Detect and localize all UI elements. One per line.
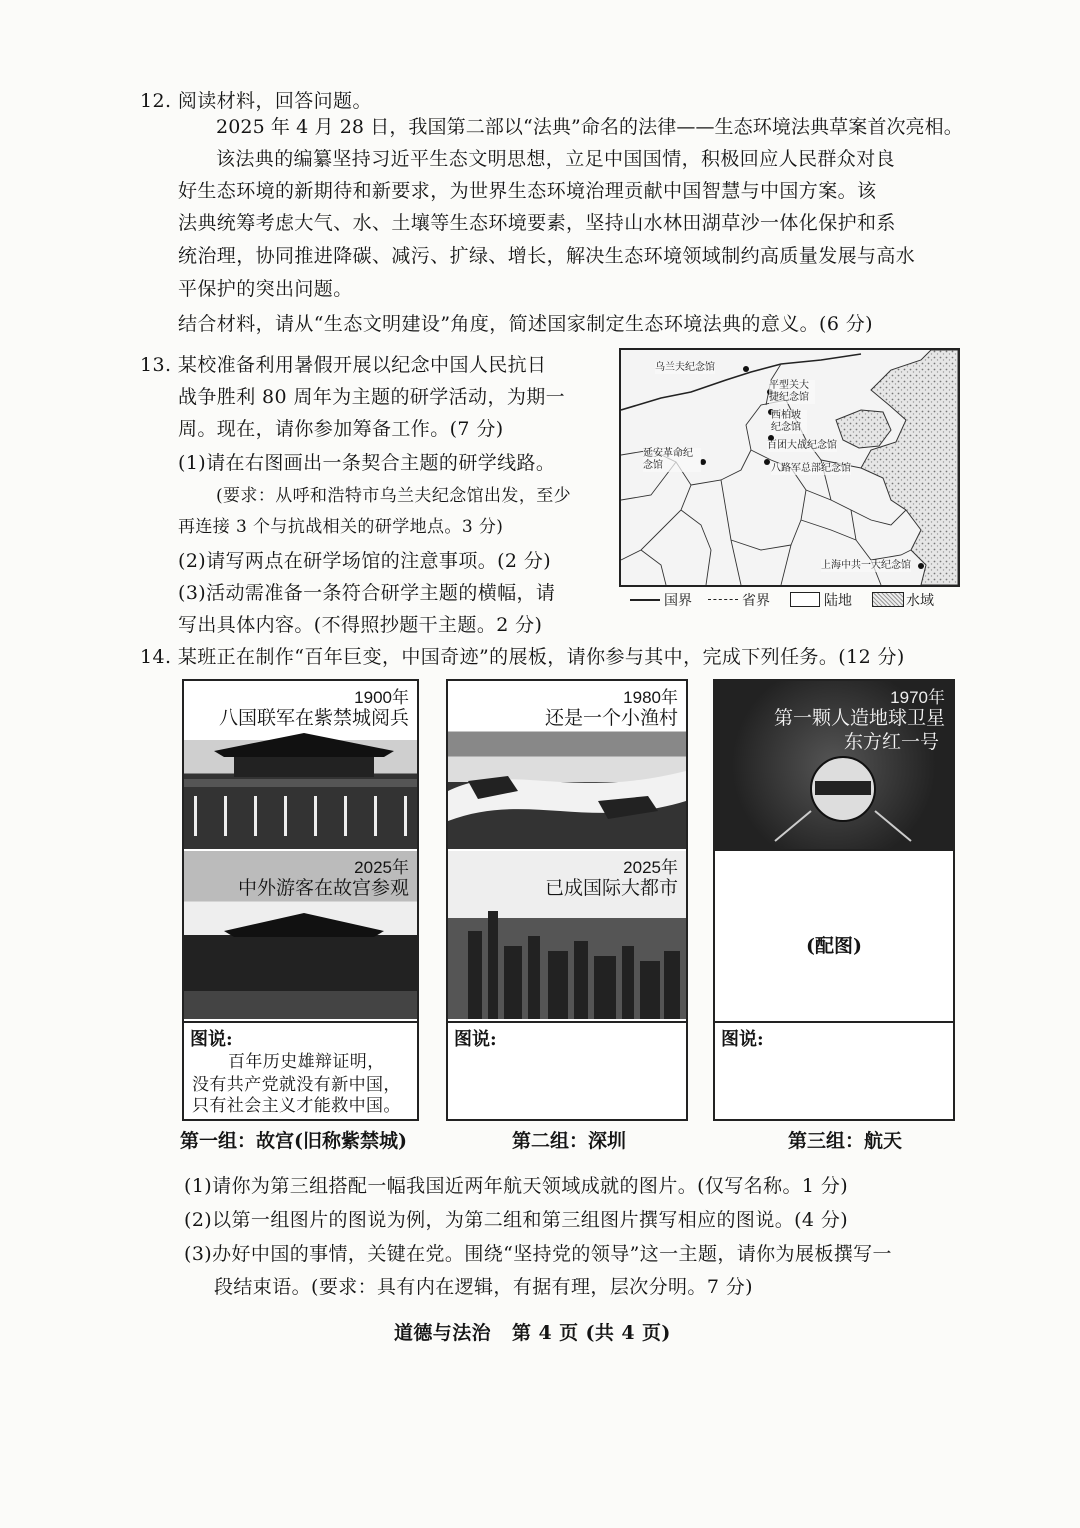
panel-group-1: [182, 679, 419, 1121]
photo-year: 1970年: [890, 688, 945, 707]
photo-1970-satellite: [715, 681, 953, 849]
panel-divider: [715, 1021, 953, 1023]
photo-caption: 八国联军在紫禁城阅兵: [218, 708, 409, 729]
legend-province-border-line: [708, 599, 738, 600]
photo-year: 1980年: [623, 688, 678, 707]
q12-paragraph-2-line: 该法典的编纂坚持习近平生态文明思想，立足中国国情，积极回应人民群众对良: [216, 148, 896, 170]
panel-divider: [184, 1021, 417, 1023]
photo-caption: 已成国际大都市: [544, 878, 678, 899]
q14-task: (1)请你为第三组搭配一幅我国近两年航天领域成就的图片。(仅写名称。1 分): [184, 1175, 849, 1197]
q13-line: 写出具体内容。(不得照抄题干主题。2 分): [178, 614, 543, 636]
group-2-label: 第二组：深圳: [512, 1130, 627, 1152]
caption-label: 图说:: [454, 1029, 497, 1050]
q14-title: 14. 某班正在制作“百年巨变，中国奇迹”的展板，请你参与其中，完成下列任务。(12 分): [140, 646, 905, 668]
caption-text: 只有社会主义才能救中国。: [192, 1096, 401, 1116]
caption-label: 图说:: [190, 1029, 233, 1050]
q14-task: (2)以第一组图片的图说为例，为第二组和第三组图片撰写相应的图说。(4 分): [184, 1209, 849, 1231]
map-label-baituan: 百团大战纪念馆: [767, 440, 837, 451]
group-3-label: 第三组：航天: [788, 1130, 903, 1152]
caption-label: 图说:: [721, 1029, 764, 1050]
q13-line: (3)活动需准备一条符合研学主题的横幅，请: [178, 582, 556, 604]
photo-year: 1900年: [354, 688, 409, 707]
legend-water: 水域: [906, 593, 934, 609]
legend-land: 陆地: [824, 593, 852, 609]
page-footer: 道德与法治 第 4 页 (共 4 页): [394, 1322, 671, 1344]
q13-line: (1)请在右图画出一条契合主题的研学线路。: [178, 452, 556, 474]
photo-2025-metropolis: [448, 851, 686, 1019]
q13-line: 13. 某校准备利用暑假开展以纪念中国人民抗日: [140, 354, 547, 376]
map-label-pingxingguan: 平型关大捷纪念馆: [769, 380, 815, 404]
map-label-xibaipo: 西柏坡纪念馆: [771, 410, 807, 434]
photo-1980-fishing-village: [448, 681, 686, 849]
panel-divider: [715, 849, 953, 851]
photo-caption: 还是一个小渔村: [544, 708, 678, 729]
photo-caption: 第一颗人造地球卫星: [773, 708, 945, 729]
q13-line: 战争胜利 80 周年为主题的研学活动，为期一: [178, 386, 566, 408]
image-placeholder[interactable]: (配图): [806, 935, 862, 957]
q13-line: (2)请写两点在研学场馆的注意事项。(2 分): [178, 550, 552, 572]
study-route-map[interactable]: [619, 348, 960, 587]
q12-paragraph-2-line: 平保护的突出问题。: [178, 278, 353, 300]
q12-question: 结合材料，请从“生态文明建设”角度，简述国家制定生态环境法典的意义。(6 分): [178, 313, 873, 335]
photo-year: 2025年: [623, 858, 678, 877]
map-label-shanghai: 上海中共一大纪念馆: [821, 560, 911, 571]
caption-text: 百年历史雄辩证明，: [228, 1052, 385, 1072]
photo-1900-parade: [184, 681, 417, 849]
panel-group-3: [713, 679, 955, 1121]
photo-2025-palace-visitors: [184, 851, 417, 1019]
map-label-yanan: 延安革命纪念馆: [643, 448, 701, 472]
q14-task: (3)办好中国的事情，关键在党。围绕“坚持党的领导”这一主题，请你为展板撰写一: [184, 1243, 892, 1265]
legend-province-border: 省界: [742, 593, 770, 609]
caption-text: 没有共产党就没有新中国，: [192, 1075, 401, 1095]
q12-paragraph-2-line: 好生态环境的新期待和新要求，为世界生态环境治理贡献中国智慧与中国方案。该: [178, 180, 877, 202]
legend-national-border: 国界: [664, 593, 692, 609]
q14-task: 段结束语。(要求：具有内在逻辑，有据有理，层次分明。7 分): [214, 1276, 753, 1298]
group-1-label: 第一组：故宫(旧称紫禁城): [180, 1130, 407, 1152]
photo-caption: 东方红一号: [843, 732, 939, 753]
q12-paragraph-2-line: 法典统筹考虑大气、水、土壤等生态环境要素，坚持山水林田湖草沙一体化保护和系: [178, 212, 896, 234]
legend-water-swatch: [872, 592, 904, 607]
map-label-balujun: 八路军总部纪念馆: [771, 463, 851, 474]
photo-caption: 中外游客在故宫参观: [237, 878, 409, 899]
panel-group-2: [446, 679, 688, 1121]
q12-paragraph-1: 2025 年 4 月 28 日，我国第二部以“法典”命名的法律——生态环境法典草案首次亮相。: [216, 116, 963, 138]
legend-land-swatch: [790, 592, 820, 607]
q13-line: 周。现在，请你参加筹备工作。(7 分): [178, 418, 504, 440]
q12-paragraph-2-line: 统治理，协同推进降碳、减污、扩绿、增长，解决生态环境领域制约高质量发展与高水: [178, 245, 916, 267]
map-label-wulanfu: 乌兰夫纪念馆: [655, 362, 715, 373]
legend-national-border-line: [630, 599, 660, 601]
q13-line: 再连接 3 个与抗战相关的研学地点。3 分): [178, 517, 504, 537]
photo-year: 2025年: [354, 858, 409, 877]
q13-line: (要求：从呼和浩特市乌兰夫纪念馆出发，至少: [216, 486, 572, 506]
q12-title: 12. 阅读材料，回答问题。: [140, 90, 372, 112]
panel-divider: [448, 1021, 686, 1023]
